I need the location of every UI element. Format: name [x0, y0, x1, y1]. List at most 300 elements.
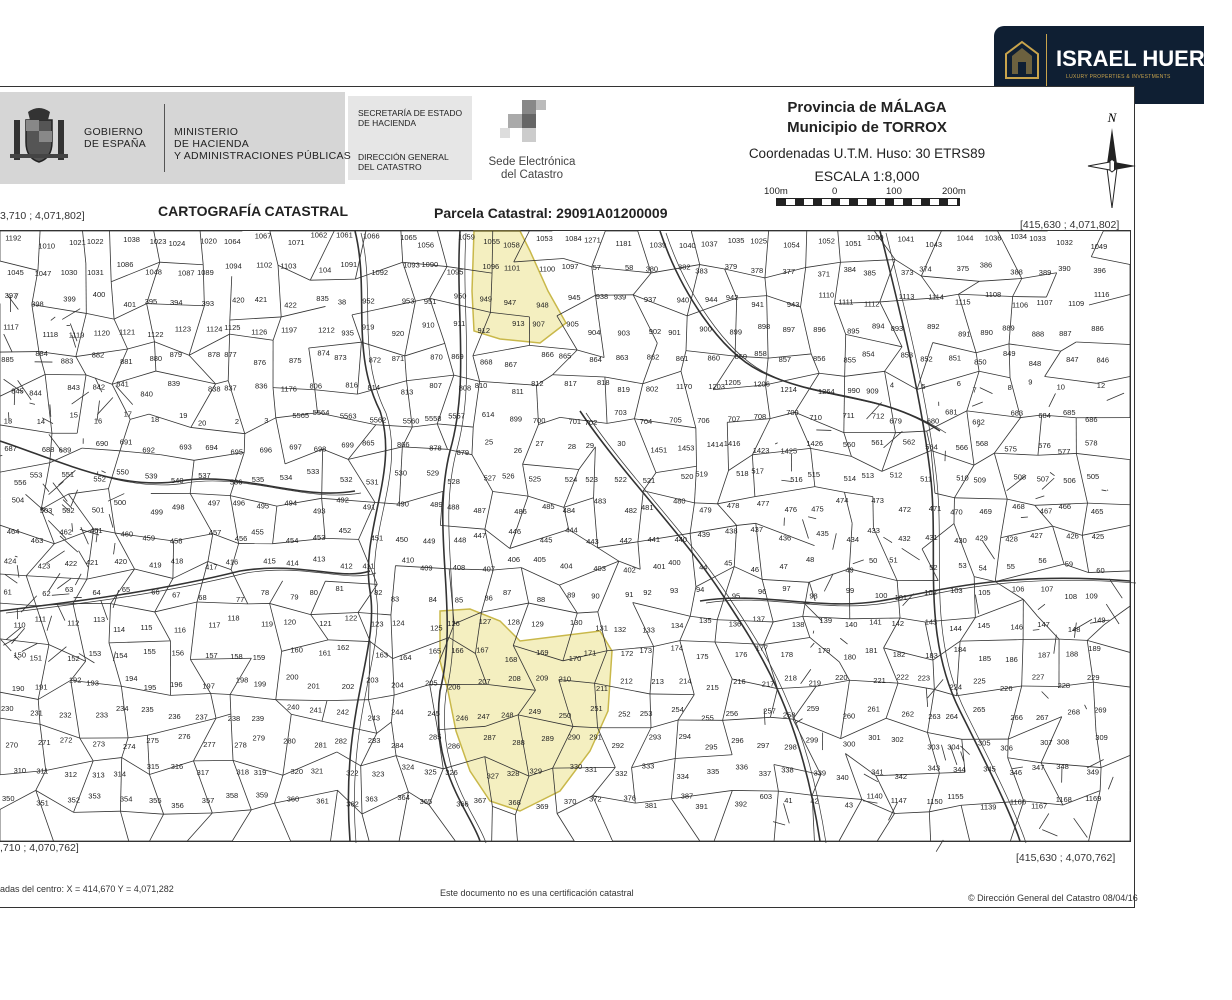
parcel-label[interactable]: 110: [13, 620, 26, 630]
parcel-label[interactable]: 5560: [402, 416, 420, 426]
parcel-label[interactable]: 888: [1031, 329, 1045, 339]
parcel-label[interactable]: 41: [784, 796, 793, 806]
parcel-label[interactable]: 244: [391, 707, 404, 717]
parcel-label[interactable]: 62: [42, 589, 51, 599]
parcel-label[interactable]: 410: [401, 555, 415, 565]
parcel-label[interactable]: 374: [919, 264, 932, 274]
parcel-label[interactable]: 269: [1094, 705, 1107, 715]
parcel-label[interactable]: 950: [453, 291, 467, 301]
parcel-label[interactable]: 1416: [723, 438, 741, 448]
parcel-label[interactable]: 1021: [69, 237, 86, 247]
parcel-label[interactable]: 395: [144, 297, 158, 307]
parcel-label[interactable]: 880: [149, 354, 163, 363]
parcel-label[interactable]: 276: [178, 732, 191, 741]
parcel-label[interactable]: 64: [92, 587, 101, 597]
parcel-label[interactable]: 426: [1066, 531, 1079, 541]
parcel-label[interactable]: 349: [1086, 767, 1100, 777]
parcel-label[interactable]: 299: [805, 735, 819, 745]
parcel-label[interactable]: 167: [476, 645, 489, 655]
parcel-label[interactable]: 351: [36, 798, 49, 808]
parcel-label[interactable]: 1091: [340, 260, 358, 270]
parcel-label[interactable]: 82: [374, 588, 383, 597]
parcel-label[interactable]: 294: [678, 732, 692, 742]
parcel-label[interactable]: 603: [759, 792, 773, 802]
parcel-label[interactable]: 297: [756, 741, 770, 751]
parcel-label[interactable]: 209: [535, 673, 549, 683]
parcel-label[interactable]: 1084: [565, 234, 582, 243]
parcel-label[interactable]: 403: [593, 564, 606, 573]
parcel-label[interactable]: 472: [898, 505, 912, 515]
parcel-label[interactable]: 1107: [1036, 297, 1053, 307]
parcel-label[interactable]: 488: [447, 502, 460, 512]
parcel-label[interactable]: 287: [483, 732, 496, 742]
parcel-label[interactable]: 109: [1085, 591, 1098, 601]
parcel-label[interactable]: 819: [617, 385, 630, 395]
parcel-label[interactable]: 55: [1006, 562, 1015, 571]
parcel-label[interactable]: 229: [1087, 673, 1100, 683]
parcel-label[interactable]: 305: [978, 738, 991, 748]
parcel-label[interactable]: 575: [1004, 444, 1017, 454]
parcel-label[interactable]: 257: [763, 706, 776, 716]
parcel-label[interactable]: 1150: [926, 797, 943, 807]
parcel-label[interactable]: 326: [445, 768, 458, 778]
parcel-label[interactable]: 500: [113, 498, 127, 508]
parcel-label[interactable]: 875: [289, 356, 302, 366]
parcel-label[interactable]: 491: [362, 502, 376, 512]
parcel-label[interactable]: 479: [699, 505, 712, 515]
parcel-label[interactable]: 477: [756, 498, 770, 508]
parcel-label[interactable]: 685: [1063, 407, 1076, 417]
parcel-label[interactable]: 523: [585, 475, 598, 485]
parcel-label[interactable]: 127: [478, 617, 492, 626]
parcel-label[interactable]: 355: [149, 795, 162, 805]
parcel-label[interactable]: 336: [735, 762, 749, 772]
parcel-label[interactable]: 698: [313, 444, 327, 454]
parcel-label[interactable]: 140: [844, 620, 858, 629]
parcel-label[interactable]: 1124: [206, 324, 223, 334]
parcel-label[interactable]: 845: [11, 386, 24, 396]
parcel-label[interactable]: 122: [344, 613, 358, 623]
parcel-label[interactable]: 859: [734, 351, 748, 361]
parcel-label[interactable]: 524: [564, 474, 578, 484]
parcel-label[interactable]: 492: [336, 495, 349, 505]
parcel-label[interactable]: 552: [93, 474, 106, 484]
parcel-label[interactable]: 1061: [336, 230, 353, 240]
parcel-label[interactable]: 211: [596, 684, 608, 693]
parcel-label[interactable]: 1043: [925, 240, 943, 250]
parcel-label[interactable]: 818: [597, 377, 610, 387]
parcel-label[interactable]: 408: [452, 562, 466, 572]
parcel-label[interactable]: 256: [725, 709, 739, 719]
parcel-label[interactable]: 254: [671, 705, 684, 715]
parcel-label[interactable]: 862: [646, 352, 660, 362]
parcel-label[interactable]: 81: [335, 584, 344, 594]
parcel-label[interactable]: 399: [63, 294, 76, 304]
parcel-label[interactable]: 475: [811, 504, 824, 514]
parcel-label[interactable]: 192: [68, 675, 82, 685]
parcel-label[interactable]: 97: [782, 584, 791, 594]
parcel-label[interactable]: 382: [678, 262, 691, 272]
parcel-label[interactable]: 438: [725, 526, 738, 536]
parcel-label[interactable]: 835: [316, 294, 329, 304]
parcel-label[interactable]: 409: [420, 563, 433, 573]
parcel-label[interactable]: 420: [232, 295, 245, 305]
parcel-label[interactable]: 865: [558, 351, 572, 361]
parcel-label[interactable]: 133: [642, 625, 655, 635]
parcel-label[interactable]: 4: [889, 380, 895, 390]
parcel-label[interactable]: 681: [945, 407, 958, 417]
parcel-label[interactable]: 876: [253, 357, 267, 367]
parcel-label[interactable]: 920: [391, 329, 405, 338]
parcel-label[interactable]: 473: [871, 496, 884, 506]
parcel-label[interactable]: 79: [290, 592, 299, 602]
parcel-label[interactable]: 318: [236, 767, 250, 777]
parcel-label[interactable]: 941: [751, 299, 764, 309]
parcel-label[interactable]: 260: [842, 711, 856, 721]
parcel-label[interactable]: 470: [950, 507, 963, 517]
parcel-label[interactable]: 478: [726, 501, 740, 511]
parcel-label[interactable]: 239: [251, 713, 265, 723]
parcel-label[interactable]: 486: [514, 506, 527, 516]
parcel-label[interactable]: 92: [643, 588, 652, 598]
parcel-label[interactable]: 29: [585, 440, 595, 450]
parcel-label[interactable]: 899: [509, 414, 523, 424]
parcel-label[interactable]: 384: [843, 265, 857, 275]
parcel-label[interactable]: 439: [697, 530, 711, 540]
parcel-label[interactable]: 883: [60, 356, 74, 366]
parcel-label[interactable]: 66: [151, 587, 160, 597]
parcel-label[interactable]: 114: [113, 624, 126, 634]
parcel-label[interactable]: 13: [3, 416, 13, 426]
parcel-label[interactable]: 446: [508, 526, 522, 536]
parcel-label[interactable]: 903: [617, 328, 631, 338]
parcel-label[interactable]: 175: [696, 652, 709, 661]
parcel-label[interactable]: 281: [314, 740, 327, 750]
parcel-label[interactable]: 7: [972, 385, 977, 395]
parcel-label[interactable]: 863: [615, 353, 629, 363]
parcel-label[interactable]: 216: [733, 677, 746, 687]
parcel-label[interactable]: 1102: [256, 260, 273, 270]
parcel-label[interactable]: 274: [123, 741, 136, 751]
parcel-label[interactable]: 283: [367, 735, 381, 745]
parcel-label[interactable]: 417: [205, 562, 218, 572]
parcel-label[interactable]: 1064: [224, 237, 241, 246]
parcel-label[interactable]: 5564: [312, 408, 330, 418]
parcel-label[interactable]: 527: [483, 473, 497, 483]
parcel-label[interactable]: 206: [448, 682, 461, 692]
parcel-label[interactable]: 1045: [7, 268, 24, 277]
parcel-label[interactable]: 89: [567, 590, 576, 600]
parcel-label[interactable]: 383: [695, 266, 708, 276]
parcel-label[interactable]: 286: [447, 741, 461, 751]
parcel-label[interactable]: 149: [1093, 615, 1106, 625]
parcel-label[interactable]: 1451: [650, 445, 668, 455]
parcel-label[interactable]: 840: [140, 389, 153, 399]
parcel-label[interactable]: 280: [283, 736, 296, 746]
parcel-label[interactable]: 907: [532, 319, 545, 329]
parcel-label[interactable]: 443: [586, 537, 599, 546]
parcel-label[interactable]: 356: [171, 801, 184, 811]
parcel-label[interactable]: 458: [169, 536, 183, 546]
parcel-label[interactable]: 430: [954, 535, 967, 545]
parcel-label[interactable]: 15: [69, 410, 78, 420]
parcel-label[interactable]: 401: [123, 299, 137, 309]
parcel-label[interactable]: 105: [978, 587, 991, 597]
parcel-label[interactable]: 144: [949, 624, 962, 634]
parcel-label[interactable]: 1032: [1056, 238, 1073, 248]
parcel-label[interactable]: 990: [847, 386, 861, 395]
parcel-label[interactable]: 63: [65, 584, 74, 594]
parcel-label[interactable]: 162: [336, 643, 350, 653]
parcel-label[interactable]: 843: [67, 383, 80, 393]
parcel-label[interactable]: 1205: [724, 377, 741, 387]
parcel-label[interactable]: 1167: [1031, 801, 1048, 811]
parcel-label[interactable]: 440: [674, 535, 688, 545]
parcel-label[interactable]: 519: [695, 469, 708, 479]
parcel-label[interactable]: 218: [784, 673, 797, 683]
parcel-label[interactable]: 225: [973, 676, 986, 686]
parcel-label[interactable]: 279: [252, 733, 266, 743]
parcel-label[interactable]: 230: [1, 704, 14, 714]
parcel-label[interactable]: 873: [334, 353, 347, 363]
parcel-label[interactable]: 1120: [93, 328, 110, 338]
parcel-label[interactable]: 262: [901, 709, 915, 719]
parcel-label[interactable]: 1054: [783, 240, 800, 250]
parcel-label[interactable]: 396: [1093, 266, 1106, 276]
parcel-label[interactable]: 1169: [1085, 793, 1102, 803]
parcel-label[interactable]: 1036: [984, 233, 1002, 243]
parcel-label[interactable]: 802: [645, 384, 659, 394]
parcel-label[interactable]: 515: [807, 469, 821, 479]
parcel-label[interactable]: 864: [589, 354, 602, 364]
parcel-label[interactable]: 884: [35, 349, 48, 359]
parcel-label[interactable]: 190: [11, 684, 25, 694]
parcel-label[interactable]: 1116: [1093, 290, 1110, 300]
parcel-label[interactable]: 253: [639, 708, 653, 718]
parcel-label[interactable]: 532: [340, 475, 353, 485]
parcel-label[interactable]: 945: [568, 292, 581, 302]
parcel-label[interactable]: 576: [1038, 441, 1051, 450]
parcel-label[interactable]: 1108: [985, 289, 1002, 299]
parcel-label[interactable]: 377: [782, 266, 796, 276]
parcel-label[interactable]: 6: [956, 378, 961, 388]
parcel-label[interactable]: 940: [676, 295, 690, 305]
parcel-label[interactable]: 459: [142, 533, 156, 543]
parcel-label[interactable]: 886: [1091, 324, 1104, 334]
parcel-label[interactable]: 5562: [369, 415, 387, 425]
parcel-label[interactable]: 303: [927, 742, 940, 752]
parcel-label[interactable]: 513: [861, 471, 875, 480]
parcel-label[interactable]: 400: [92, 289, 106, 299]
parcel-label[interactable]: 421: [254, 295, 268, 304]
parcel-label[interactable]: 28: [567, 442, 577, 452]
parcel-label[interactable]: 1037: [701, 239, 718, 249]
parcel-label[interactable]: 143: [924, 617, 938, 627]
parcel-label[interactable]: 700: [532, 415, 546, 425]
parcel-label[interactable]: 358: [225, 791, 239, 800]
parcel-label[interactable]: 709: [786, 407, 799, 417]
parcel-label[interactable]: 1055: [483, 236, 501, 246]
parcel-label[interactable]: 712: [871, 411, 885, 421]
parcel-label[interactable]: 874: [317, 348, 330, 358]
parcel-label[interactable]: 498: [172, 502, 185, 512]
parcel-label[interactable]: 1094: [225, 261, 242, 271]
parcel-label[interactable]: 530: [394, 468, 408, 478]
parcel-label[interactable]: 689: [58, 445, 72, 455]
parcel-label[interactable]: 501: [91, 505, 105, 515]
parcel-label[interactable]: 236: [168, 712, 181, 722]
parcel-label[interactable]: 1126: [251, 327, 268, 337]
parcel-label[interactable]: 877: [224, 350, 237, 359]
parcel-label[interactable]: 84: [428, 594, 437, 604]
parcel-label[interactable]: 173: [639, 646, 653, 656]
parcel-label[interactable]: 252: [618, 709, 631, 719]
parcel-label[interactable]: 852: [920, 354, 933, 364]
parcel-label[interactable]: 385: [863, 268, 876, 278]
parcel-label[interactable]: 191: [35, 682, 48, 692]
parcel-label[interactable]: 347: [1031, 763, 1045, 772]
parcel-label[interactable]: 706: [697, 416, 710, 425]
parcel-label[interactable]: 320: [290, 767, 304, 776]
parcel-label[interactable]: 57: [592, 263, 601, 273]
parcel-label[interactable]: 258: [782, 710, 796, 720]
parcel-label[interactable]: 387: [680, 791, 694, 801]
parcel-label[interactable]: 391: [695, 802, 708, 812]
parcel-label[interactable]: 219: [808, 678, 822, 688]
parcel-label[interactable]: 12: [1096, 381, 1106, 391]
parcel-label[interactable]: 98: [809, 591, 818, 601]
parcel-label[interactable]: 366: [456, 799, 469, 809]
parcel-label[interactable]: 514: [843, 474, 857, 483]
parcel-label[interactable]: 1090: [421, 260, 439, 269]
parcel-label[interactable]: 1206: [753, 379, 770, 389]
parcel-label[interactable]: 278: [234, 740, 247, 750]
parcel-label[interactable]: 47: [779, 562, 788, 571]
parcel-label[interactable]: 30: [617, 438, 626, 448]
parcel-label[interactable]: 419: [149, 560, 162, 570]
parcel-label[interactable]: 854: [862, 349, 875, 359]
parcel-label[interactable]: 841: [116, 379, 129, 389]
parcel-label[interactable]: 213: [651, 677, 664, 687]
parcel-label[interactable]: 51: [889, 555, 898, 565]
parcel-label[interactable]: 949: [479, 294, 493, 304]
parcel-label[interactable]: 406: [507, 555, 521, 565]
parcel-label[interactable]: 690: [95, 439, 109, 449]
parcel-label[interactable]: 705: [669, 415, 682, 425]
parcel-label[interactable]: 220: [835, 673, 848, 683]
parcel-label[interactable]: 531: [366, 477, 379, 487]
parcel-label[interactable]: 452: [338, 526, 352, 535]
parcel-label[interactable]: 882: [91, 350, 105, 360]
cadastral-map[interactable]: [0, 230, 1131, 842]
parcel-label[interactable]: 1062: [310, 230, 328, 240]
parcel-label[interactable]: 231: [30, 708, 43, 718]
parcel-label[interactable]: 226: [1000, 684, 1013, 693]
parcel-label[interactable]: 442: [619, 536, 633, 546]
parcel-label[interactable]: 703: [614, 408, 627, 417]
parcel-label[interactable]: 340: [836, 772, 849, 782]
parcel-label[interactable]: 353: [88, 791, 101, 801]
parcel-label[interactable]: 221: [873, 676, 886, 686]
parcel-label[interactable]: 174: [670, 643, 684, 653]
parcel-label[interactable]: 168: [504, 654, 518, 664]
parcel-label[interactable]: 1024: [168, 238, 186, 248]
parcel-label[interactable]: 319: [253, 767, 267, 777]
parcel-label[interactable]: 362: [346, 799, 359, 809]
parcel-label[interactable]: 1170: [676, 382, 693, 391]
parcel-label[interactable]: 853: [900, 350, 914, 360]
parcel-label[interactable]: 155: [143, 647, 156, 657]
parcel-label[interactable]: 510: [956, 473, 969, 483]
parcel-label[interactable]: 695: [230, 447, 244, 457]
parcel-label[interactable]: 683: [1010, 408, 1024, 418]
parcel-label[interactable]: 902: [648, 326, 662, 336]
parcel-label[interactable]: 275: [146, 736, 159, 746]
parcel-label[interactable]: 948: [536, 300, 549, 310]
parcel-label[interactable]: 203: [366, 675, 379, 685]
parcel-label[interactable]: 851: [948, 353, 962, 363]
parcel-label[interactable]: 241: [309, 705, 323, 715]
parcel-label[interactable]: 866: [397, 439, 410, 449]
parcel-label[interactable]: 261: [867, 704, 880, 714]
parcel-label[interactable]: 386: [979, 260, 993, 270]
parcel-label[interactable]: 296: [731, 736, 744, 746]
parcel-label[interactable]: 390: [1058, 264, 1071, 273]
parcel-label[interactable]: 368: [508, 797, 521, 807]
parcel-label[interactable]: 166: [451, 645, 464, 655]
parcel-label[interactable]: 325: [424, 767, 437, 777]
parcel-label[interactable]: 1033: [1029, 234, 1046, 244]
parcel-label[interactable]: 839: [167, 379, 181, 389]
parcel-label[interactable]: 202: [341, 681, 355, 691]
parcel-label[interactable]: 562: [902, 437, 916, 447]
parcel-label[interactable]: 483: [593, 496, 607, 506]
parcel-label[interactable]: 905: [566, 319, 579, 329]
parcel-label[interactable]: 889: [1002, 323, 1015, 333]
parcel-label[interactable]: 1425: [780, 446, 798, 456]
parcel-label[interactable]: 708: [753, 412, 767, 421]
parcel-label[interactable]: 375: [956, 263, 970, 273]
parcel-label[interactable]: 894: [872, 321, 885, 331]
parcel-label[interactable]: 153: [88, 649, 102, 658]
parcel-label[interactable]: 517: [751, 466, 764, 476]
parcel-label[interactable]: 77: [236, 595, 245, 605]
parcel-label[interactable]: 1118: [42, 330, 59, 339]
parcel-label[interactable]: 1096: [482, 262, 500, 272]
parcel-label[interactable]: 512: [889, 470, 903, 480]
parcel-label[interactable]: 812: [531, 379, 544, 389]
parcel-label[interactable]: 381: [644, 801, 658, 811]
parcel-label[interactable]: 103: [950, 585, 963, 595]
parcel-label[interactable]: 223: [917, 673, 931, 683]
parcel-label[interactable]: 111: [34, 614, 47, 624]
parcel-label[interactable]: 263: [928, 712, 941, 722]
parcel-label[interactable]: 25: [484, 437, 494, 447]
parcel-label[interactable]: 887: [1059, 329, 1072, 339]
parcel-label[interactable]: 365: [419, 796, 433, 806]
parcel-label[interactable]: 425: [1091, 532, 1105, 541]
parcel-label[interactable]: 224: [949, 682, 963, 692]
parcel-label[interactable]: 20: [198, 418, 207, 428]
parcel-label[interactable]: 50: [869, 556, 878, 566]
parcel-label[interactable]: 896: [813, 325, 826, 334]
parcel-label[interactable]: 578: [1085, 438, 1098, 448]
parcel-label[interactable]: 1214: [780, 385, 797, 394]
parcel-label[interactable]: 10: [1056, 382, 1065, 392]
parcel-label[interactable]: 247: [477, 712, 490, 721]
parcel-label[interactable]: 465: [1090, 506, 1104, 516]
parcel-label[interactable]: 1049: [1090, 242, 1108, 251]
